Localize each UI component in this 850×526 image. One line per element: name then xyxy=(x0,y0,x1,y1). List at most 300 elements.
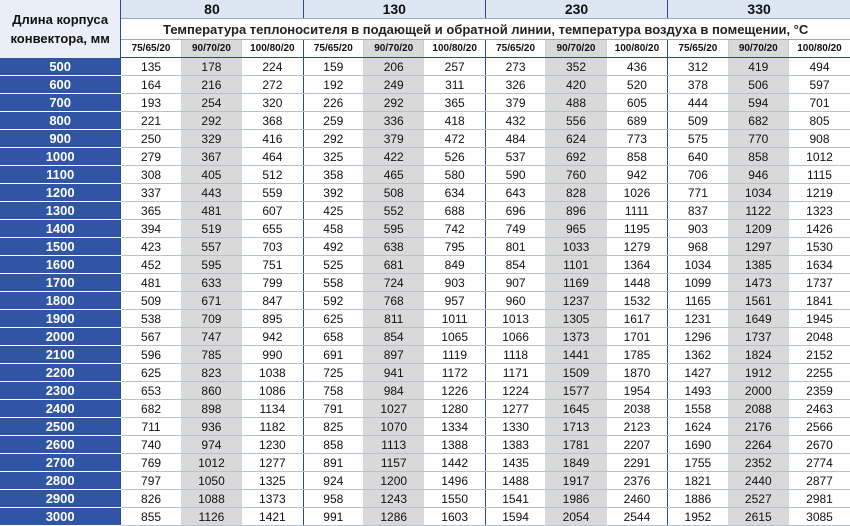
table-cell: 625 xyxy=(303,310,363,328)
table-row xyxy=(0,112,850,130)
table-cell: 891 xyxy=(303,454,363,472)
table-cell: 2088 xyxy=(728,400,788,418)
table-cell: 692 xyxy=(546,148,606,166)
table-cell: 2566 xyxy=(788,418,850,436)
table-cell: 742 xyxy=(424,220,485,238)
table-cell: 365 xyxy=(424,94,485,112)
table-row xyxy=(0,130,850,148)
table-cell: 896 xyxy=(546,202,606,220)
table-cell: 2291 xyxy=(606,454,667,472)
corner-label: Длина корпуса конвектора, мм xyxy=(0,0,121,58)
table-cell: 671 xyxy=(181,292,241,310)
table-cell: 1033 xyxy=(546,238,606,256)
table-cell: 2000 xyxy=(728,382,788,400)
table-cell: 556 xyxy=(546,112,606,130)
table-cell: 525 xyxy=(303,256,363,274)
table-cell: 1182 xyxy=(242,418,303,436)
table-row xyxy=(0,292,850,310)
table-cell: 1171 xyxy=(485,364,545,382)
table-cell: 942 xyxy=(606,166,667,184)
row-length-label: 3000 xyxy=(0,508,121,526)
table-cell: 960 xyxy=(485,292,545,310)
row-length-label: 1400 xyxy=(0,220,121,238)
table-cell: 860 xyxy=(181,382,241,400)
temp-header: 75/65/20 xyxy=(121,40,181,58)
table-cell: 1785 xyxy=(606,346,667,364)
table-cell: 751 xyxy=(242,256,303,274)
table-cell: 567 xyxy=(121,328,181,346)
table-cell: 681 xyxy=(364,256,424,274)
table-cell: 770 xyxy=(728,130,788,148)
table-cell: 1157 xyxy=(364,454,424,472)
table-cell: 1286 xyxy=(364,508,424,526)
table-cell: 1101 xyxy=(546,256,606,274)
table-cell: 1645 xyxy=(546,400,606,418)
table-cell: 706 xyxy=(668,166,728,184)
table-cell: 958 xyxy=(303,490,363,508)
table-cell: 2152 xyxy=(788,346,850,364)
table-cell: 308 xyxy=(121,166,181,184)
table-cell: 595 xyxy=(364,220,424,238)
table-cell: 1134 xyxy=(242,400,303,418)
table-cell: 1279 xyxy=(606,238,667,256)
table-cell: 758 xyxy=(303,382,363,400)
temp-header: 75/65/20 xyxy=(485,40,545,58)
table-cell: 292 xyxy=(303,130,363,148)
table-cell: 689 xyxy=(606,112,667,130)
table-cell: 2376 xyxy=(606,472,667,490)
table-cell: 795 xyxy=(424,238,485,256)
temp-header: 100/80/20 xyxy=(242,40,303,58)
table-cell: 858 xyxy=(728,148,788,166)
table-cell: 2048 xyxy=(788,328,850,346)
table-row xyxy=(0,184,850,202)
table-cell: 965 xyxy=(546,220,606,238)
table-cell: 768 xyxy=(364,292,424,310)
table-cell: 1824 xyxy=(728,346,788,364)
table-cell: 785 xyxy=(181,346,241,364)
table-cell: 624 xyxy=(546,130,606,148)
table-cell: 526 xyxy=(424,148,485,166)
table-cell: 1277 xyxy=(485,400,545,418)
table-cell: 379 xyxy=(364,130,424,148)
row-length-label: 1200 xyxy=(0,184,121,202)
table-cell: 1011 xyxy=(424,310,485,328)
table-cell: 1488 xyxy=(485,472,545,490)
temp-header: 100/80/20 xyxy=(606,40,667,58)
table-cell: 1364 xyxy=(606,256,667,274)
table-cell: 1050 xyxy=(181,472,241,490)
table-cell: 216 xyxy=(181,76,241,94)
table-cell: 2176 xyxy=(728,418,788,436)
table-cell: 1986 xyxy=(546,490,606,508)
table-cell: 250 xyxy=(121,130,181,148)
table-cell: 942 xyxy=(242,328,303,346)
table-cell: 1066 xyxy=(485,328,545,346)
table-cell: 423 xyxy=(121,238,181,256)
group-header: 330 xyxy=(668,0,850,19)
table-cell: 691 xyxy=(303,346,363,364)
table-cell: 1886 xyxy=(668,490,728,508)
table-cell: 740 xyxy=(121,436,181,454)
table-cell: 703 xyxy=(242,238,303,256)
table-cell: 320 xyxy=(242,94,303,112)
table-cell: 897 xyxy=(364,346,424,364)
table-cell: 1530 xyxy=(788,238,850,256)
table-cell: 811 xyxy=(364,310,424,328)
table-cell: 826 xyxy=(121,490,181,508)
table-cell: 272 xyxy=(242,76,303,94)
table-cell: 552 xyxy=(364,202,424,220)
row-length-label: 1300 xyxy=(0,202,121,220)
table-cell: 1373 xyxy=(242,490,303,508)
table-cell: 1070 xyxy=(364,418,424,436)
table-cell: 797 xyxy=(121,472,181,490)
table-cell: 968 xyxy=(668,238,728,256)
table-cell: 519 xyxy=(181,220,241,238)
group-header: 230 xyxy=(485,0,667,19)
table-cell: 1195 xyxy=(606,220,667,238)
table-cell: 1012 xyxy=(788,148,850,166)
row-length-label: 1800 xyxy=(0,292,121,310)
table-cell: 895 xyxy=(242,310,303,328)
row-length-label: 1600 xyxy=(0,256,121,274)
table-row xyxy=(0,490,850,508)
table-cell: 594 xyxy=(728,94,788,112)
table-cell: 1496 xyxy=(424,472,485,490)
table-cell: 325 xyxy=(303,148,363,166)
table-cell: 392 xyxy=(303,184,363,202)
table-cell: 367 xyxy=(181,148,241,166)
table-cell: 2264 xyxy=(728,436,788,454)
table-cell: 791 xyxy=(303,400,363,418)
table-cell: 2352 xyxy=(728,454,788,472)
table-cell: 425 xyxy=(303,202,363,220)
row-length-label: 1700 xyxy=(0,274,121,292)
table-cell: 2359 xyxy=(788,382,850,400)
table-cell: 1435 xyxy=(485,454,545,472)
table-row xyxy=(0,436,850,454)
table-cell: 837 xyxy=(668,202,728,220)
table-cell: 1558 xyxy=(668,400,728,418)
table-cell: 903 xyxy=(424,274,485,292)
table-cell: 405 xyxy=(181,166,241,184)
table-cell: 658 xyxy=(303,328,363,346)
table-subtitle: Температура теплоносителя в подающей и обратной линии, температура воздуха в помещении, °С xyxy=(121,19,850,40)
temp-header: 90/70/20 xyxy=(364,40,424,58)
table-cell: 164 xyxy=(121,76,181,94)
table-cell: 991 xyxy=(303,508,363,526)
table-cell: 1550 xyxy=(424,490,485,508)
table-cell: 854 xyxy=(364,328,424,346)
table-row xyxy=(0,58,850,76)
table-cell: 1427 xyxy=(668,364,728,382)
table-cell: 419 xyxy=(728,58,788,76)
table-cell: 590 xyxy=(485,166,545,184)
table-cell: 1296 xyxy=(668,328,728,346)
row-length-label: 2600 xyxy=(0,436,121,454)
table-cell: 1690 xyxy=(668,436,728,454)
table-cell: 1849 xyxy=(546,454,606,472)
table-cell: 1448 xyxy=(606,274,667,292)
table-cell: 1561 xyxy=(728,292,788,310)
row-length-label: 2700 xyxy=(0,454,121,472)
table-cell: 1954 xyxy=(606,382,667,400)
table-cell: 725 xyxy=(303,364,363,382)
table-cell: 898 xyxy=(181,400,241,418)
group-header: 130 xyxy=(303,0,485,19)
table-cell: 192 xyxy=(303,76,363,94)
table-cell: 1781 xyxy=(546,436,606,454)
table-cell: 292 xyxy=(181,112,241,130)
table-cell: 1330 xyxy=(485,418,545,436)
table-cell: 773 xyxy=(606,130,667,148)
table-cell: 941 xyxy=(364,364,424,382)
temp-header: 100/80/20 xyxy=(788,40,850,58)
table-cell: 557 xyxy=(181,238,241,256)
table-cell: 805 xyxy=(788,112,850,130)
table-cell: 135 xyxy=(121,58,181,76)
temp-header: 90/70/20 xyxy=(546,40,606,58)
table-cell: 1325 xyxy=(242,472,303,490)
table-cell: 1280 xyxy=(424,400,485,418)
table-cell: 1172 xyxy=(424,364,485,382)
temp-header: 75/65/20 xyxy=(303,40,363,58)
table-cell: 432 xyxy=(485,112,545,130)
table-cell: 1209 xyxy=(728,220,788,238)
table-cell: 481 xyxy=(121,274,181,292)
table-cell: 326 xyxy=(485,76,545,94)
table-cell: 484 xyxy=(485,130,545,148)
row-length-label: 1000 xyxy=(0,148,121,166)
table-cell: 924 xyxy=(303,472,363,490)
table-cell: 1952 xyxy=(668,508,728,526)
table-cell: 458 xyxy=(303,220,363,238)
table-cell: 769 xyxy=(121,454,181,472)
table-cell: 799 xyxy=(242,274,303,292)
table-cell: 472 xyxy=(424,130,485,148)
table-cell: 633 xyxy=(181,274,241,292)
table-cell: 1755 xyxy=(668,454,728,472)
table-cell: 2255 xyxy=(788,364,850,382)
table-cell: 1113 xyxy=(364,436,424,454)
table-cell: 855 xyxy=(121,508,181,526)
table-cell: 1388 xyxy=(424,436,485,454)
table-cell: 1169 xyxy=(546,274,606,292)
table-cell: 682 xyxy=(728,112,788,130)
table-cell: 1224 xyxy=(485,382,545,400)
table-cell: 936 xyxy=(181,418,241,436)
table-cell: 597 xyxy=(788,76,850,94)
table-cell: 1111 xyxy=(606,202,667,220)
row-length-label: 2200 xyxy=(0,364,121,382)
table-cell: 3085 xyxy=(788,508,850,526)
table-cell: 358 xyxy=(303,166,363,184)
table-cell: 2527 xyxy=(728,490,788,508)
table-row xyxy=(0,382,850,400)
table-cell: 1426 xyxy=(788,220,850,238)
table-cell: 2123 xyxy=(606,418,667,436)
table-cell: 640 xyxy=(668,148,728,166)
table-cell: 292 xyxy=(364,94,424,112)
table-cell: 1226 xyxy=(424,382,485,400)
table-cell: 416 xyxy=(242,130,303,148)
table-cell: 858 xyxy=(606,148,667,166)
table-cell: 946 xyxy=(728,166,788,184)
table-cell: 607 xyxy=(242,202,303,220)
table-cell: 422 xyxy=(364,148,424,166)
table-cell: 559 xyxy=(242,184,303,202)
table-cell: 1617 xyxy=(606,310,667,328)
table-cell: 634 xyxy=(424,184,485,202)
table-cell: 464 xyxy=(242,148,303,166)
table-cell: 509 xyxy=(668,112,728,130)
table-row xyxy=(0,274,850,292)
table-cell: 312 xyxy=(668,58,728,76)
table-cell: 365 xyxy=(121,202,181,220)
table-cell: 688 xyxy=(424,202,485,220)
table-cell: 1219 xyxy=(788,184,850,202)
table-cell: 520 xyxy=(606,76,667,94)
table-cell: 592 xyxy=(303,292,363,310)
table-cell: 420 xyxy=(546,76,606,94)
table-cell: 655 xyxy=(242,220,303,238)
table-row xyxy=(0,454,850,472)
table-cell: 508 xyxy=(364,184,424,202)
row-length-label: 2400 xyxy=(0,400,121,418)
table-cell: 801 xyxy=(485,238,545,256)
table-row xyxy=(0,418,850,436)
table-cell: 1713 xyxy=(546,418,606,436)
table-cell: 653 xyxy=(121,382,181,400)
table-cell: 625 xyxy=(121,364,181,382)
row-length-label: 1900 xyxy=(0,310,121,328)
table-cell: 1821 xyxy=(668,472,728,490)
table-cell: 854 xyxy=(485,256,545,274)
table-cell: 538 xyxy=(121,310,181,328)
table-cell: 443 xyxy=(181,184,241,202)
table-cell: 336 xyxy=(364,112,424,130)
table-cell: 1230 xyxy=(242,436,303,454)
table-row xyxy=(0,256,850,274)
table-cell: 2054 xyxy=(546,508,606,526)
table-cell: 907 xyxy=(485,274,545,292)
table-cell: 2544 xyxy=(606,508,667,526)
table-cell: 1421 xyxy=(242,508,303,526)
table-cell: 2670 xyxy=(788,436,850,454)
table-cell: 595 xyxy=(181,256,241,274)
table-cell: 724 xyxy=(364,274,424,292)
table-cell: 509 xyxy=(121,292,181,310)
table-cell: 849 xyxy=(424,256,485,274)
table-cell: 1012 xyxy=(181,454,241,472)
table-cell: 337 xyxy=(121,184,181,202)
table-cell: 1541 xyxy=(485,490,545,508)
table-cell: 1473 xyxy=(728,274,788,292)
table-cell: 1870 xyxy=(606,364,667,382)
row-length-label: 500 xyxy=(0,58,121,76)
table-row xyxy=(0,472,850,490)
table-cell: 1442 xyxy=(424,454,485,472)
table-cell: 575 xyxy=(668,130,728,148)
table-cell: 974 xyxy=(181,436,241,454)
table-cell: 394 xyxy=(121,220,181,238)
table-cell: 1099 xyxy=(668,274,728,292)
row-length-label: 2300 xyxy=(0,382,121,400)
table-row xyxy=(0,328,850,346)
table-body xyxy=(0,58,850,526)
table-cell: 2440 xyxy=(728,472,788,490)
table-cell: 452 xyxy=(121,256,181,274)
table-cell: 760 xyxy=(546,166,606,184)
table-cell: 1441 xyxy=(546,346,606,364)
row-length-label: 800 xyxy=(0,112,121,130)
table-cell: 1383 xyxy=(485,436,545,454)
table-cell: 418 xyxy=(424,112,485,130)
table-cell: 193 xyxy=(121,94,181,112)
table-cell: 2877 xyxy=(788,472,850,490)
table-cell: 747 xyxy=(181,328,241,346)
table-cell: 1297 xyxy=(728,238,788,256)
table-cell: 488 xyxy=(546,94,606,112)
table-cell: 682 xyxy=(121,400,181,418)
table-cell: 847 xyxy=(242,292,303,310)
table-cell: 1243 xyxy=(364,490,424,508)
table-row xyxy=(0,310,850,328)
row-length-label: 700 xyxy=(0,94,121,112)
table-cell: 1373 xyxy=(546,328,606,346)
table-cell: 1493 xyxy=(668,382,728,400)
table-cell: 1701 xyxy=(606,328,667,346)
table-cell: 226 xyxy=(303,94,363,112)
table-cell: 1634 xyxy=(788,256,850,274)
temp-header: 90/70/20 xyxy=(728,40,788,58)
table-cell: 1126 xyxy=(181,508,241,526)
table-row xyxy=(0,400,850,418)
table-cell: 957 xyxy=(424,292,485,310)
table-row xyxy=(0,166,850,184)
table-cell: 224 xyxy=(242,58,303,76)
table-cell: 436 xyxy=(606,58,667,76)
table-cell: 1065 xyxy=(424,328,485,346)
table-cell: 1385 xyxy=(728,256,788,274)
table-cell: 903 xyxy=(668,220,728,238)
table-cell: 1088 xyxy=(181,490,241,508)
table-cell: 638 xyxy=(364,238,424,256)
table-cell: 1200 xyxy=(364,472,424,490)
table-cell: 1118 xyxy=(485,346,545,364)
table-cell: 908 xyxy=(788,130,850,148)
table-row xyxy=(0,346,850,364)
table-cell: 1737 xyxy=(728,328,788,346)
table-row xyxy=(0,508,850,526)
table-cell: 2615 xyxy=(728,508,788,526)
table-cell: 1624 xyxy=(668,418,728,436)
table-cell: 2207 xyxy=(606,436,667,454)
table-cell: 1119 xyxy=(424,346,485,364)
table-cell: 2463 xyxy=(788,400,850,418)
table-cell: 1841 xyxy=(788,292,850,310)
table-cell: 990 xyxy=(242,346,303,364)
table-cell: 279 xyxy=(121,148,181,166)
table-cell: 711 xyxy=(121,418,181,436)
table-cell: 1026 xyxy=(606,184,667,202)
table-cell: 506 xyxy=(728,76,788,94)
table-cell: 749 xyxy=(485,220,545,238)
table-cell: 709 xyxy=(181,310,241,328)
table-cell: 249 xyxy=(364,76,424,94)
table-cell: 1945 xyxy=(788,310,850,328)
